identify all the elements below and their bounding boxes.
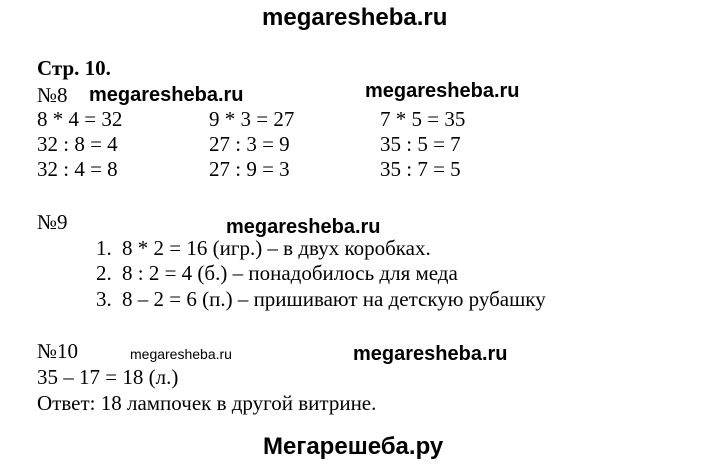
task9-item2-text: 8 : 2 = 4 (б.) – понадобилось для меда [122,261,458,285]
watermark-top: megaresheba.ru [262,4,448,31]
task8-col1-row3: 32 : 4 = 8 [37,157,118,181]
watermark-task8-left: megaresheba.ru [89,84,244,106]
watermark-task10-right: megaresheba.ru [353,343,508,365]
watermark-task9: megaresheba.ru [226,216,381,238]
task8-col1-row2: 32 : 8 = 4 [37,132,118,156]
task8-col2-row2: 27 : 3 = 9 [209,132,290,156]
watermark-task10-small: megaresheba.ru [130,346,232,362]
task8-col1-row1: 8 * 4 = 32 [37,107,123,131]
task10-answer: Ответ: 18 лампочек в другой витрине. [37,391,377,415]
task8-label: №8 [37,83,68,107]
task9-item3-num: 3. [96,287,112,311]
task9-item2-num: 2. [96,261,112,285]
task10-equation: 35 – 17 = 18 (л.) [37,365,179,389]
task9-item1-text: 8 * 2 = 16 (игр.) – в двух коробках. [122,236,431,260]
task9-item3-text: 8 – 2 = 6 (п.) – пришивают на детскую рубашку [122,287,546,311]
watermark-bottom: Мегарешеба.ру [263,433,444,460]
task9-label: №9 [37,210,68,234]
task9-item1-num: 1. [96,236,112,260]
task8-col3-row3: 35 : 7 = 5 [380,157,461,181]
task10-label: №10 [37,339,79,363]
page-reference: Стр. 10. [37,56,111,80]
task8-col2-row3: 27 : 9 = 3 [209,157,290,181]
watermark-task8-right: megaresheba.ru [365,80,520,102]
task8-col2-row1: 9 * 3 = 27 [209,107,295,131]
task8-col3-row1: 7 * 5 = 35 [380,107,466,131]
task8-col3-row2: 35 : 5 = 7 [380,132,461,156]
